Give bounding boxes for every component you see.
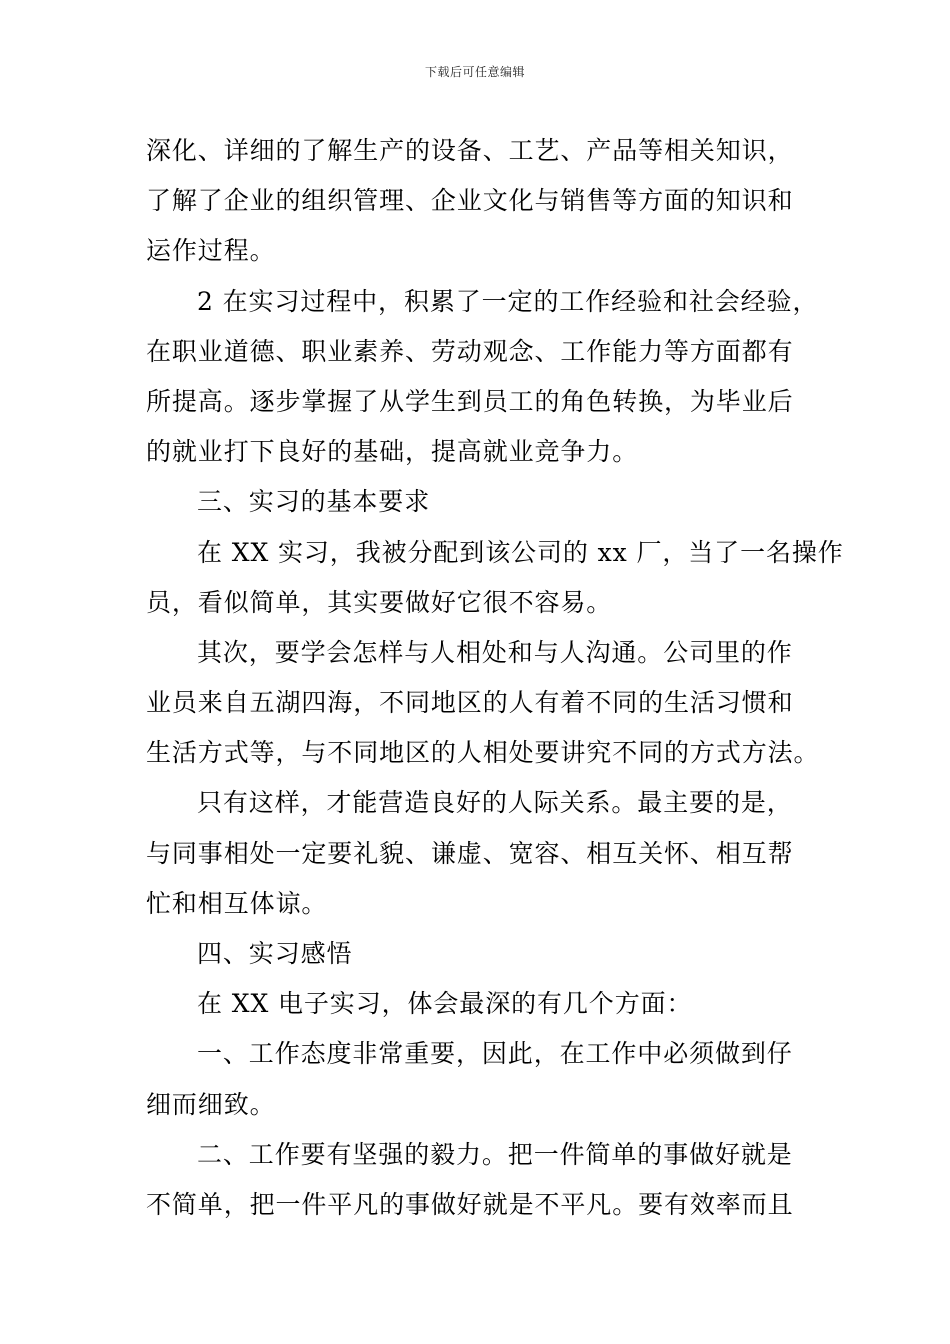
paragraph-6 (146, 778, 808, 929)
paragraph-line: 其次，要学会怎样与人相处和与人沟通。公司里的作 (197, 637, 793, 667)
paragraph-9 (146, 1029, 808, 1129)
paragraph-4 (146, 528, 844, 628)
section-heading: 三、实习的基本要求 (197, 487, 431, 517)
paragraph-line: 二、工作要有坚强的毅力。把一件简单的事做好就是 (197, 1139, 793, 1169)
paragraph-line: 在职业道德、职业素养、劳动观念、工作能力等方面都有 (146, 336, 794, 366)
section-heading-4 (146, 929, 808, 979)
document-body (146, 126, 844, 1230)
paragraph-line: 与同事相处一定要礼貌、谦虚、宽容、相互关怀、相互帮 (146, 838, 794, 868)
section-heading: 四、实习感悟 (197, 939, 353, 968)
paragraph-line: 的就业打下良好的基础，提高就业竞争力。 (146, 437, 639, 467)
paragraph-line: 一、工作态度非常重要，因此，在工作中必须做到仔 (197, 1039, 793, 1069)
paragraph-8 (146, 979, 808, 1029)
paragraph-line: 业员来自五湖四海，不同地区的人有着不同的生活习惯和 (146, 688, 794, 718)
paragraph-line: 所提高。逐步掌握了从学生到员工的角色转换，为毕业后 (146, 386, 794, 416)
paragraph-line: 2 在实习过程中，积累了一定的工作经验和社会经验， (197, 286, 819, 316)
paragraph-line: 忙和相互体谅。 (146, 888, 328, 918)
paragraph-line: 只有这样，才能营造良好的人际关系。最主要的是， (197, 788, 793, 818)
paragraph-line: 深化、详细的了解生产的设备、工艺、产品等相关知识， (146, 136, 794, 165)
section-heading-3 (146, 477, 808, 527)
paragraph-line: 在 XX 实习，我被分配到该公司的 xx 厂，当了一名操作 (197, 537, 844, 567)
paragraph-5 (146, 628, 820, 779)
paragraph-10 (146, 1130, 808, 1230)
paragraph-line: 细而细致。 (146, 1089, 276, 1119)
paragraph-line: 了解了企业的组织管理、企业文化与销售等方面的知识和 (146, 186, 794, 216)
paragraph-line: 生活方式等，与不同地区的人相处要讲究不同的方式方法。 (146, 738, 820, 768)
page-header: 下载后可任意编辑 (424, 65, 525, 79)
paragraph-1 (146, 126, 808, 277)
paragraph-line: 不简单，把一件平凡的事做好就是不平凡。要有效率而且 (146, 1189, 794, 1219)
paragraph-2 (146, 277, 819, 478)
paragraph-line: 运作过程。 (146, 236, 276, 266)
paragraph-line: 员，看似简单，其实要做好它很不容易。 (146, 587, 613, 617)
paragraph-line: 在 XX 电子实习，体会最深的有几个方面： (197, 989, 693, 1019)
